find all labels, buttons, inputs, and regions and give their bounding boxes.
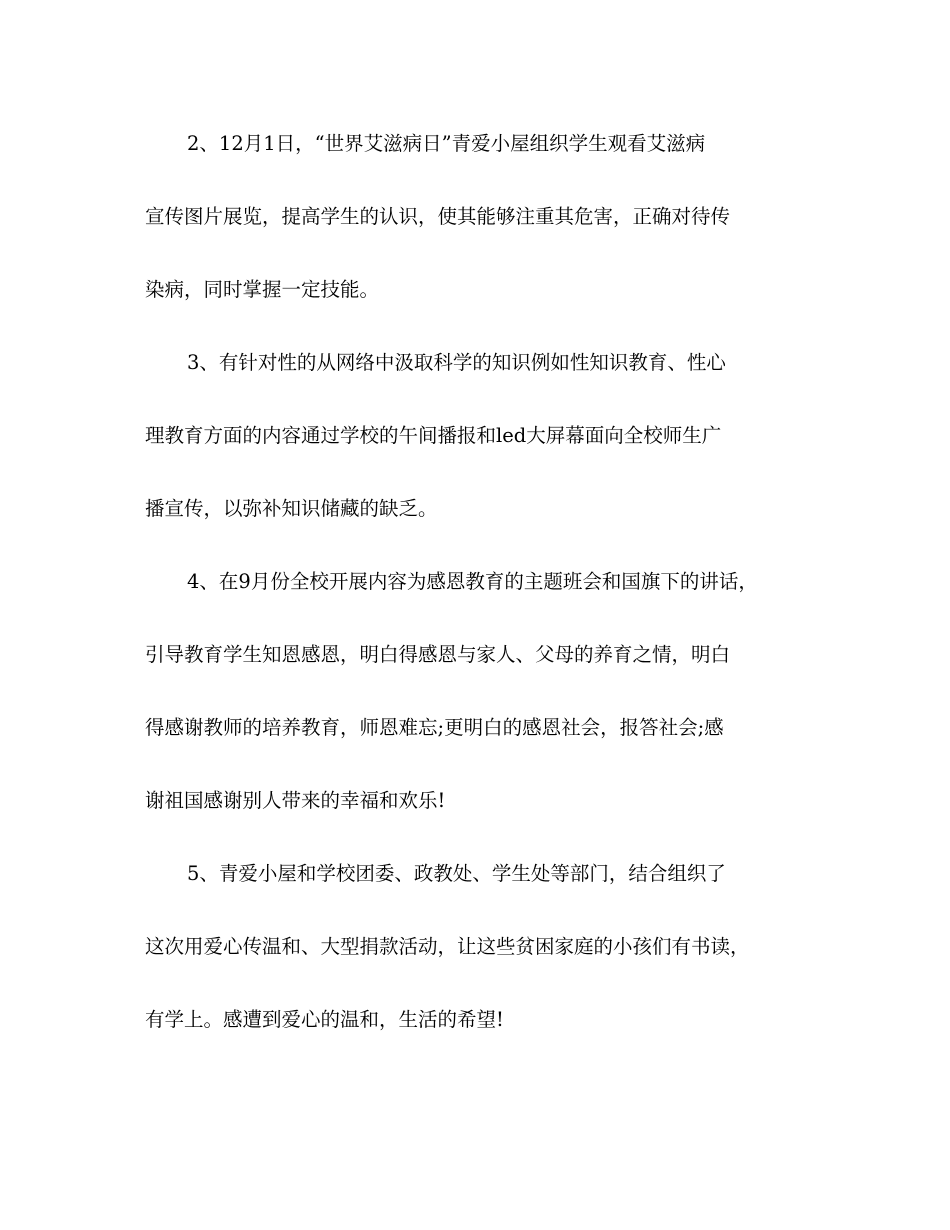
paragraph-2-line-1: 2、12月1日，“世界艾滋病日”青爱小屋组织学生观看艾滋病	[187, 132, 706, 155]
paragraph-5-line-1: 5、青爱小屋和学校团委、政教处、学生处等部门，结合组织了	[187, 862, 726, 885]
paragraph-5-line-3: 有学上。感遭到爱心的温和，生活的希望!	[145, 1008, 504, 1031]
paragraph-4-line-2: 引导教育学生知恩感恩，明白得感恩与家人、父母的养育之情，明白	[145, 643, 731, 666]
paragraph-4-line-4: 谢祖国感谢别人带来的幸福和欢乐!	[145, 789, 446, 812]
paragraph-3-line-2: 理教育方面的内容通过学校的午间播报和led大屏幕面向全校师生广	[145, 424, 722, 447]
paragraph-2-line-2: 宣传图片展览，提高学生的认识，使其能够注重其危害，正确对待传	[145, 205, 731, 228]
paragraph-3-line-3: 播宣传，以弥补知识储藏的缺乏。	[145, 497, 438, 520]
paragraph-5-line-2: 这次用爱心传温和、大型捐款活动，让这些贫困家庭的小孩们有书读，	[145, 935, 750, 958]
paragraph-3-line-1: 3、有针对性的从网络中汲取科学的知识例如性知识教育、性心	[187, 351, 726, 374]
paragraph-2-line-3: 染病，同时掌握一定技能。	[145, 278, 380, 301]
paragraph-4-line-1: 4、在9月份全校开展内容为感恩教育的主题班会和国旗下的讲话，	[187, 570, 758, 593]
paragraph-4-line-3: 得感谢教师的培养教育，师恩难忘;更明白的感恩社会，报答社会;感	[145, 716, 724, 739]
